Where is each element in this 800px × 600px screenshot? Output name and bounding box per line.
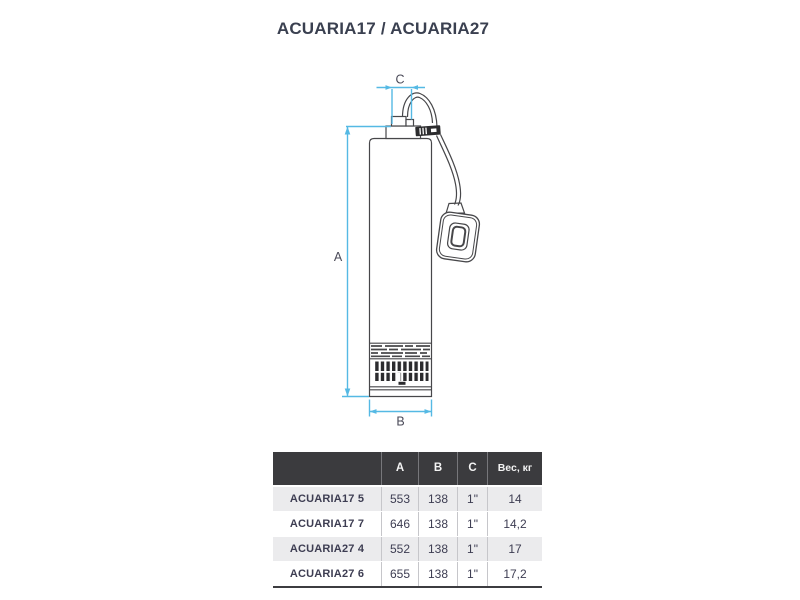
spec-cell-c: 1" <box>457 487 487 511</box>
table-row <box>273 511 542 536</box>
spec-cell-c: 1" <box>457 537 487 561</box>
model-name: ACUARIA27 4 <box>289 543 365 555</box>
spec-cell-weight: 17 <box>487 537 542 561</box>
dim-label-b: B <box>396 414 405 429</box>
table-row <box>273 536 542 561</box>
header-cell-weight: Вес, кг <box>487 452 542 485</box>
spec-cell-b: 138 <box>418 537 457 561</box>
spec-cell-a: 553 <box>381 487 418 511</box>
header-cell-c: C <box>457 452 487 485</box>
header-cell-model <box>273 452 381 485</box>
table-row <box>273 487 542 511</box>
table-row <box>273 561 542 586</box>
pump-body <box>370 93 481 397</box>
spec-table-header <box>273 452 542 485</box>
header-cell-b: B <box>418 452 457 485</box>
spec-cell-weight: 14 <box>487 487 542 511</box>
spec-cell-c: 1" <box>457 512 487 536</box>
page-title: ACUARIA17 / ACUARIA27 <box>276 19 490 38</box>
dim-label-c: C <box>395 72 405 87</box>
cable-connector <box>415 125 441 136</box>
spec-cell-a: 646 <box>381 512 418 536</box>
spec-cell-a: 552 <box>381 537 418 561</box>
spec-cell-weight: 14,2 <box>487 512 542 536</box>
model-name: ACUARIA27 6 <box>289 568 365 580</box>
header-cell-a: A <box>381 452 418 485</box>
spec-cell-a: 655 <box>381 562 418 586</box>
spec-cell-weight: 17,2 <box>487 562 542 586</box>
spec-table <box>273 452 542 588</box>
model-name: ACUARIA17 5 <box>289 493 365 505</box>
spec-cell-b: 138 <box>418 562 457 586</box>
spec-cell-c: 1" <box>457 562 487 586</box>
dim-label-a: A <box>333 250 343 264</box>
spec-cell-b: 138 <box>418 487 457 511</box>
model-name: ACUARIA17 7 <box>289 518 365 530</box>
float-switch <box>435 211 480 263</box>
spec-cell-b: 138 <box>418 512 457 536</box>
